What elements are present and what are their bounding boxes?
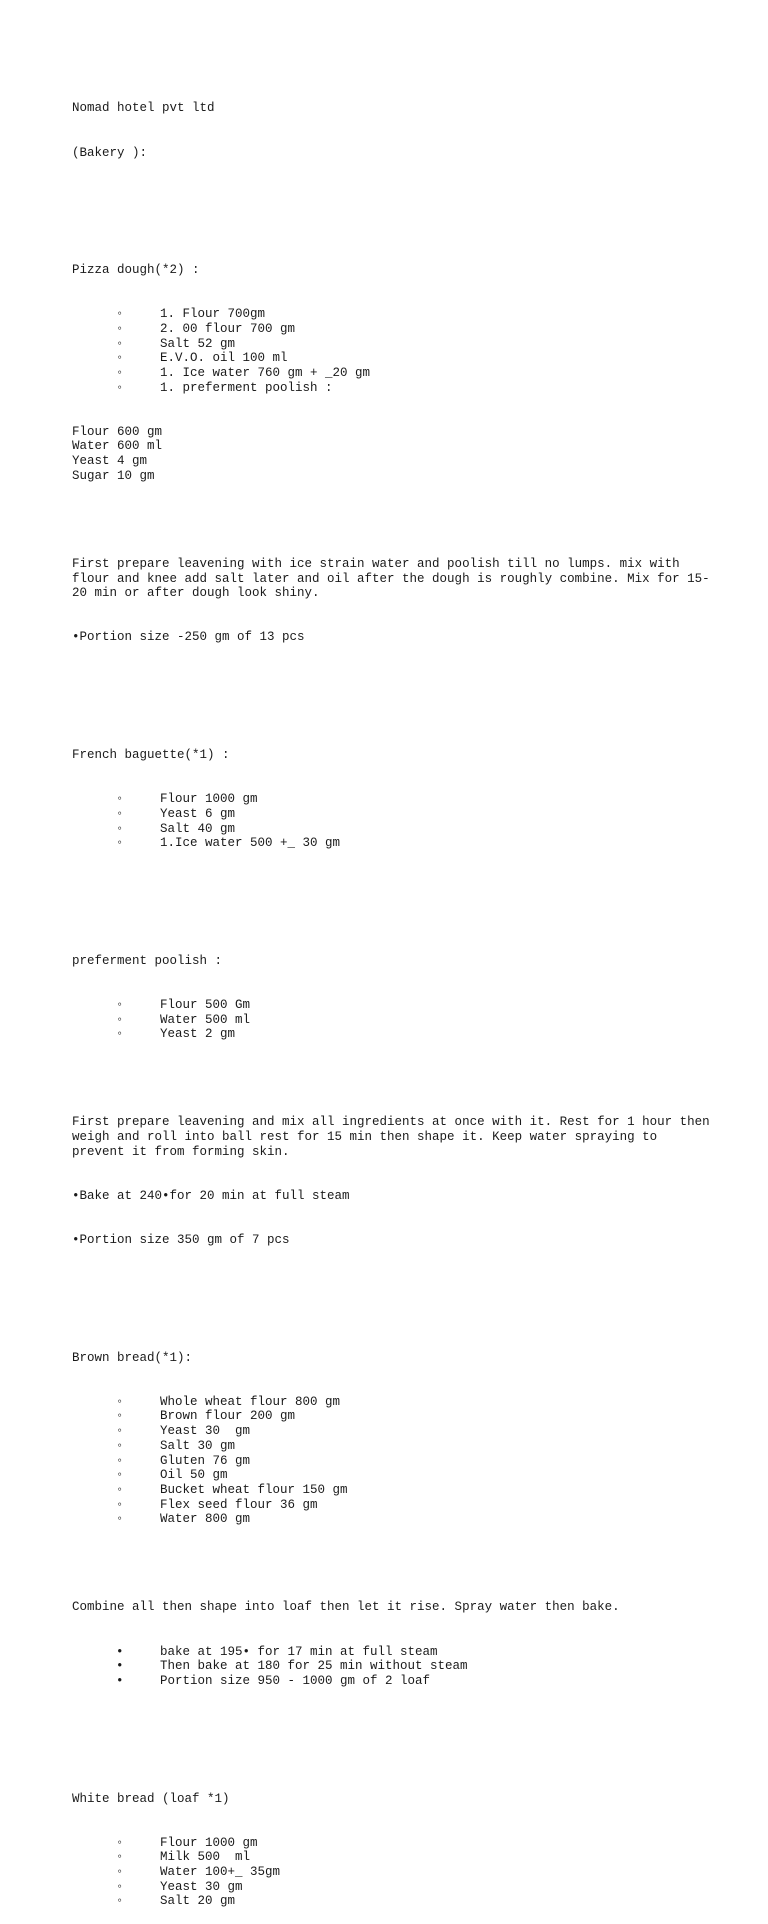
bullet-icon: •: [116, 1644, 124, 1659]
list-item-text: Flour 1000 gm: [160, 1835, 258, 1850]
list-item-text: Flour 1000 gm: [160, 792, 258, 807]
pizza-dough-ingredients: [72, 307, 712, 395]
list-item: [72, 1880, 712, 1895]
list-item: Water 600 ml: [72, 439, 163, 454]
list-item: [72, 1865, 712, 1880]
company-name: Nomad hotel pvt ltd: [72, 101, 215, 116]
recipe-document: [72, 72, 712, 1924]
pizza-dough-title: Pizza dough(*2) :: [72, 263, 200, 278]
list-item-text: Yeast 6 gm: [160, 806, 236, 821]
list-item-text: Water 800 gm: [160, 1512, 251, 1527]
pizza-poolish-list: [72, 425, 712, 484]
list-item-text: Yeast 30 gm: [160, 1879, 243, 1894]
list-item-text: E.V.O. oil 100 ml: [160, 351, 288, 366]
list-item-text: Water 100+_ 35gm: [160, 1865, 281, 1880]
list-item: [72, 1659, 712, 1674]
white-bread-title: White bread (loaf *1): [72, 1791, 230, 1806]
preferment-poolish-method: First prepare leavening and mix all ingredients at once with it. Rest for 1 hour then weigh and roll into ball rest for 15 min then shape it. Keep water spraying to prevent it from forming skin.: [72, 1115, 710, 1159]
list-item: [72, 1395, 712, 1410]
list-item: [72, 1850, 712, 1865]
list-item: [72, 1027, 712, 1042]
list-item-text: 2. 00 flour 700 gm: [160, 321, 296, 336]
brown-bread-method: Combine all then shape into loaf then let it rise. Spray water then bake.: [72, 1600, 620, 1615]
hollow-bullet-icon: ◦: [116, 1394, 124, 1409]
list-item-text: Salt 30 gm: [160, 1438, 236, 1453]
list-item-text: 1. Ice water 760 gm + _20 gm: [160, 365, 371, 380]
french-baguette-ingredients: [72, 792, 712, 851]
hollow-bullet-icon: ◦: [116, 792, 124, 807]
list-item-text: Bucket wheat flour 150 gm: [160, 1482, 348, 1497]
hollow-bullet-icon: ◦: [116, 1865, 124, 1880]
hollow-bullet-icon: ◦: [116, 380, 124, 395]
hollow-bullet-icon: ◦: [116, 997, 124, 1012]
hollow-bullet-icon: ◦: [116, 1835, 124, 1850]
list-item-text: Gluten 76 gm: [160, 1453, 251, 1468]
hollow-bullet-icon: ◦: [116, 1894, 124, 1909]
hollow-bullet-icon: ◦: [116, 321, 124, 336]
hollow-bullet-icon: ◦: [116, 1850, 124, 1865]
hollow-bullet-icon: ◦: [116, 1497, 124, 1512]
hollow-bullet-icon: ◦: [116, 1468, 124, 1483]
list-item: [72, 351, 712, 366]
list-item: [72, 836, 712, 851]
hollow-bullet-icon: ◦: [116, 1438, 124, 1453]
list-item: [72, 807, 712, 822]
list-item-text: Salt 40 gm: [160, 821, 236, 836]
list-item: [72, 366, 712, 381]
preferment-poolish-portion: •Portion size 350 gm of 7 pcs: [72, 1233, 290, 1248]
hollow-bullet-icon: ◦: [116, 1879, 124, 1894]
list-item: [72, 1409, 712, 1424]
list-item: [72, 1498, 712, 1513]
list-item: Flour 600 gm: [72, 424, 163, 439]
list-item: [72, 1424, 712, 1439]
list-item: [72, 1674, 712, 1689]
list-item-text: Salt 20 gm: [160, 1894, 236, 1909]
list-item: [72, 337, 712, 352]
list-item: [72, 1013, 712, 1028]
list-item: Yeast 4 gm: [72, 454, 148, 469]
hollow-bullet-icon: ◦: [116, 1482, 124, 1497]
list-item: [72, 1439, 712, 1454]
preferment-poolish-bake: •Bake at 240•for 20 min at full steam: [72, 1189, 350, 1203]
list-item: [72, 322, 712, 337]
hollow-bullet-icon: ◦: [116, 1027, 124, 1042]
list-item: [72, 792, 712, 807]
bullet-icon: •: [116, 1673, 124, 1688]
list-item-text: Brown flour 200 gm: [160, 1409, 296, 1424]
hollow-bullet-icon: ◦: [116, 1453, 124, 1468]
brown-bread-steps: [72, 1645, 712, 1689]
hollow-bullet-icon: ◦: [116, 1409, 124, 1424]
list-item: [72, 822, 712, 837]
list-item: [72, 1454, 712, 1469]
pizza-dough-portion: •Portion size -250 gm of 13 pcs: [72, 630, 305, 645]
hollow-bullet-icon: ◦: [116, 836, 124, 851]
hollow-bullet-icon: ◦: [116, 1012, 124, 1027]
list-item: Sugar 10 gm: [72, 468, 155, 483]
list-item-text: Yeast 30 gm: [160, 1424, 251, 1439]
list-item: [72, 1483, 712, 1498]
department-label: (Bakery ):: [72, 145, 148, 160]
hollow-bullet-icon: ◦: [116, 351, 124, 366]
hollow-bullet-icon: ◦: [116, 307, 124, 322]
bullet-icon: •: [116, 1659, 124, 1674]
list-item-text: Salt 52 gm: [160, 336, 236, 351]
list-item-text: Portion size 950 - 1000 gm of 2 loaf: [160, 1673, 431, 1688]
hollow-bullet-icon: ◦: [116, 1512, 124, 1527]
pizza-dough-method: First prepare leavening with ice strain water and poolish till no lumps. mix with flour and knee add salt later and oil after the dough is roughly combine. Mix for 15-20 min or after dough look shiny.: [72, 556, 710, 601]
list-item-text: Whole wheat flour 800 gm: [160, 1394, 341, 1409]
preferment-poolish-title: preferment poolish :: [72, 953, 223, 968]
list-item: [72, 1468, 712, 1483]
preferment-poolish-ingredients: [72, 998, 712, 1042]
list-item-text: Yeast 2 gm: [160, 1027, 236, 1042]
hollow-bullet-icon: ◦: [116, 365, 124, 380]
hollow-bullet-icon: ◦: [116, 336, 124, 351]
list-item-text: 1.Ice water 500 +_ 30 gm: [160, 836, 341, 851]
list-item: [72, 1512, 712, 1527]
list-item-text: Flour 500 Gm: [160, 997, 251, 1012]
list-item: [72, 998, 712, 1013]
french-baguette-title: French baguette(*1) :: [72, 748, 230, 763]
list-item: [72, 381, 712, 396]
list-item-text: Milk 500 ml: [160, 1850, 251, 1865]
list-item-text: 1. Flour 700gm: [160, 307, 266, 322]
list-item-text: Water 500 ml: [160, 1012, 251, 1027]
list-item-text: Flex seed flour 36 gm: [160, 1497, 318, 1512]
list-item-text: Oil 50 gm: [160, 1468, 228, 1483]
list-item-text: bake at 195• for 17 min at full steam: [160, 1644, 438, 1659]
list-item-text: 1. preferment poolish :: [160, 380, 333, 395]
list-item: [72, 307, 712, 322]
brown-bread-ingredients: [72, 1395, 712, 1527]
white-bread-ingredients: [72, 1836, 712, 1909]
hollow-bullet-icon: ◦: [116, 1424, 124, 1439]
list-item: [72, 1836, 712, 1851]
list-item: [72, 1645, 712, 1660]
brown-bread-title: Brown bread(*1):: [72, 1350, 193, 1365]
list-item-text: Then bake at 180 for 25 min without steam: [160, 1659, 468, 1674]
list-item: [72, 1894, 712, 1909]
hollow-bullet-icon: ◦: [116, 806, 124, 821]
hollow-bullet-icon: ◦: [116, 821, 124, 836]
